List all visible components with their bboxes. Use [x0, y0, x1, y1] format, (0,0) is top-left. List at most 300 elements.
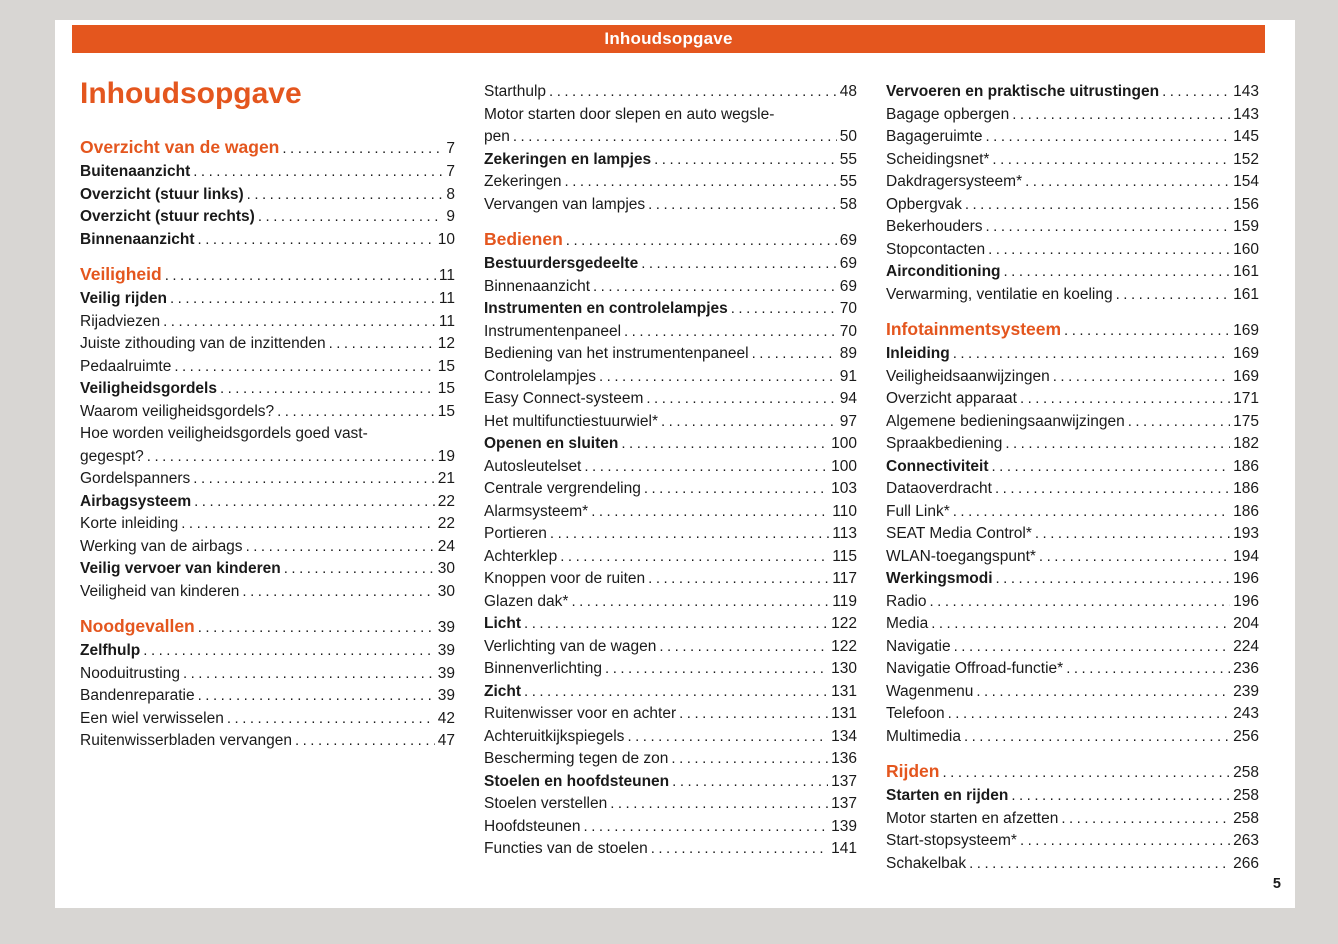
dot-leader: [964, 726, 1230, 749]
toc-entry-page-number: 119: [832, 592, 857, 610]
dot-leader: [610, 793, 828, 816]
toc-entry-label: Een wiel verwisselen: [80, 709, 224, 727]
dot-leader: [942, 760, 1230, 785]
toc-entry-page-number: 12: [437, 335, 455, 352]
toc-entry-page-number: 145: [1233, 128, 1259, 145]
toc-entry: [484, 194, 857, 217]
toc-entry: [80, 708, 455, 731]
toc-entry-page-number: 42: [437, 709, 455, 727]
toc-entry-page-number: 39: [437, 664, 455, 682]
toc-entry-page-number: 141: [831, 840, 857, 857]
toc-entry-page-number: 196: [1233, 592, 1259, 610]
toc-entry-label: Zelfhulp: [80, 642, 141, 659]
dot-leader: [1011, 785, 1230, 808]
toc-entry: [484, 478, 857, 501]
dot-leader: [671, 748, 828, 771]
toc-entry-page-number: 47: [437, 732, 455, 749]
dot-leader: [969, 853, 1230, 876]
toc-entry: [886, 239, 1259, 262]
dot-leader: [560, 546, 829, 569]
dot-leader: [986, 216, 1231, 239]
dot-leader: [641, 253, 837, 276]
toc-entry-page-number: 30: [437, 560, 455, 577]
toc-entry-page-number: 11: [438, 312, 455, 330]
toc-entry: [484, 227, 857, 253]
toc-entry-page-number: 30: [437, 582, 455, 600]
toc-entry-label: Glazen dak*: [484, 592, 569, 610]
toc-entry-page-number: 24: [437, 537, 455, 555]
dot-leader: [524, 613, 828, 636]
dot-leader: [995, 478, 1230, 501]
toc-entry: [886, 388, 1259, 411]
toc-entry-page-number: 8: [446, 185, 455, 203]
toc-entry-label: Korte inleiding: [80, 515, 179, 532]
toc-entry-page-number: 137: [831, 795, 857, 812]
toc-entry: [886, 759, 1259, 785]
toc-entry-page-number: 113: [832, 525, 857, 542]
dot-leader: [143, 640, 434, 663]
dot-leader: [181, 513, 435, 536]
toc-entry-label: Achteruitkijkspiegels: [484, 727, 625, 745]
toc-entry-label: Binnenaanzicht: [484, 277, 590, 295]
toc-entry: [886, 216, 1259, 239]
toc-entry-page-number: 10: [437, 230, 455, 248]
toc-entry-label: Navigatie Offroad-functie*: [886, 660, 1064, 677]
dot-leader: [1061, 808, 1230, 831]
toc-entry: [886, 703, 1259, 726]
toc-entry: [886, 568, 1259, 591]
toc-entry-page-number: 21: [437, 470, 455, 487]
toc-entry-page-number: 91: [839, 367, 857, 385]
toc-entry-label: Achterklep: [484, 547, 558, 565]
dot-leader: [672, 771, 828, 794]
toc-entry-label: Wagenmenu: [886, 682, 974, 700]
dot-leader: [198, 229, 435, 252]
dot-leader: [227, 708, 435, 731]
toc-entry-label: Bagageruimte: [886, 128, 983, 145]
toc-entry-label: Veiligheid: [80, 264, 162, 284]
toc-entry: [484, 366, 857, 389]
dot-leader: [1053, 366, 1230, 389]
toc-entry: [80, 468, 455, 491]
toc-entry-label: Full Link*: [886, 502, 950, 520]
toc-entry-page-number: 182: [1233, 435, 1259, 452]
toc-entry-page-number: 7: [446, 163, 455, 180]
toc-entry-label: Bagage opbergen: [886, 105, 1010, 123]
toc-entry: [80, 640, 455, 663]
toc-entry: [80, 401, 455, 424]
toc-entry-page-number: 175: [1233, 412, 1259, 430]
toc-entry: [484, 703, 857, 726]
toc-entry-page-number: 11: [438, 267, 455, 284]
toc-entry: [886, 366, 1259, 389]
toc-entry-wrapped-text: Motor starten door slepen en auto wegsle-: [484, 105, 775, 123]
toc-entry: [484, 816, 857, 839]
toc-entry: [80, 184, 455, 207]
dot-leader: [513, 126, 837, 149]
toc: [55, 53, 1295, 875]
toc-entry-page-number: 9: [446, 208, 455, 225]
toc-entry-page-number: 224: [1233, 637, 1259, 655]
toc-entry-label: Hoofdsteunen: [484, 817, 581, 835]
toc-entry-label: Binnenaanzicht: [80, 230, 195, 248]
toc-entry-page-number: 156: [1233, 195, 1259, 213]
toc-entry-label: Rijadviezen: [80, 312, 161, 330]
toc-entry-page-number: 97: [839, 412, 857, 430]
toc-entry-page-number: 169: [1233, 367, 1259, 385]
dot-leader: [163, 311, 436, 334]
dot-leader: [165, 263, 436, 288]
dot-leader: [651, 838, 828, 861]
toc-entry: [886, 81, 1259, 104]
toc-entry-label: Overzicht apparaat: [886, 390, 1017, 407]
toc-entry: [80, 581, 455, 604]
dot-leader: [954, 636, 1231, 659]
toc-entry-label: Portieren: [484, 525, 547, 542]
toc-entry-label: Verwarming, ventilatie en koeling: [886, 285, 1113, 303]
toc-entry-page-number: 15: [437, 357, 455, 375]
toc-entry-label: Infotainmentsysteem: [886, 319, 1062, 339]
toc-entry-page-number: 256: [1233, 727, 1259, 745]
toc-entry: [886, 681, 1259, 704]
toc-entry: [484, 433, 857, 456]
toc-entry-page-number: 137: [831, 772, 857, 790]
toc-entry-page-number: 266: [1233, 854, 1259, 872]
toc-entry-page-number: 115: [832, 547, 857, 565]
toc-entry-label: Radio: [886, 592, 927, 610]
toc-entry-label: Stoelen verstellen: [484, 795, 608, 812]
dot-leader: [147, 446, 435, 469]
toc-entry-label: Veiligheidsgordels: [80, 380, 217, 397]
toc-entry: [80, 135, 455, 161]
toc-entry-label: Connectiviteit: [886, 457, 989, 475]
toc-column-3: [886, 81, 1259, 875]
toc-entry: [484, 636, 857, 659]
toc-entry-page-number: 39: [437, 619, 455, 636]
toc-entry-label: Algemene bedieningsaanwijzingen: [886, 412, 1125, 430]
dot-leader: [282, 136, 443, 161]
toc-entry-label: Veiligheid van kinderen: [80, 582, 240, 600]
toc-entry: [484, 253, 857, 276]
toc-entry: [886, 126, 1259, 149]
toc-entry-label: Inleiding: [886, 345, 950, 362]
dot-leader: [646, 388, 836, 411]
dot-leader: [930, 591, 1231, 614]
dot-leader: [654, 149, 837, 172]
toc-entry: [484, 411, 857, 434]
toc-entry-label: Overzicht (stuur links): [80, 185, 244, 203]
dot-leader: [992, 149, 1230, 172]
toc-entry: [886, 284, 1259, 307]
dot-leader: [648, 194, 837, 217]
toc-entry: [484, 568, 857, 591]
dot-leader: [1066, 658, 1230, 681]
dot-leader: [965, 194, 1230, 217]
toc-entry: [886, 343, 1259, 366]
toc-entry: [886, 853, 1259, 876]
toc-entry-page-number: 236: [1233, 660, 1259, 677]
toc-entry-page-number: 139: [831, 817, 857, 835]
dot-leader: [194, 491, 435, 514]
toc-entry: [484, 171, 857, 194]
toc-entry-page-number: 100: [831, 435, 857, 452]
toc-entry-label: Werkingsmodi: [886, 570, 993, 587]
dot-leader: [550, 523, 829, 546]
dot-leader: [1005, 433, 1230, 456]
toc-entry: [80, 206, 455, 229]
toc-entry-page-number: 39: [437, 687, 455, 704]
page-number: 5: [1272, 876, 1281, 892]
dot-leader: [1039, 546, 1230, 569]
toc-entry-page-number: 169: [1233, 322, 1259, 339]
toc-entry: [484, 298, 857, 321]
dot-leader: [1128, 411, 1230, 434]
toc-entry-label: Knoppen voor de ruiten: [484, 570, 646, 587]
toc-entry: [484, 771, 857, 794]
toc-entry: [484, 658, 857, 681]
toc-entry-label: Bedienen: [484, 229, 563, 249]
toc-entry: [484, 456, 857, 479]
dot-leader: [931, 613, 1230, 636]
toc-entry: [80, 229, 455, 252]
toc-entry: [886, 261, 1259, 284]
dot-leader: [524, 681, 828, 704]
dot-leader: [679, 703, 828, 726]
dot-leader: [996, 568, 1231, 591]
dot-leader: [605, 658, 828, 681]
dot-leader: [591, 501, 829, 524]
toc-entry-label: Ruitenwisserbladen vervangen: [80, 732, 292, 749]
toc-entry-page-number: 48: [839, 83, 857, 100]
dot-leader: [1004, 261, 1231, 284]
dot-leader: [242, 581, 434, 604]
toc-entry-label: Bekerhouders: [886, 218, 983, 235]
dot-leader: [198, 685, 435, 708]
toc-entry: [484, 149, 857, 172]
toc-entry-label: Bescherming tegen de zon: [484, 750, 669, 767]
toc-entry-page-number: 131: [831, 705, 857, 722]
toc-entry: [484, 838, 857, 861]
toc-column-2: [484, 81, 857, 875]
dot-leader: [1020, 388, 1230, 411]
toc-entry-page-number: 70: [839, 300, 857, 317]
toc-entry: [886, 149, 1259, 172]
dot-leader: [1020, 830, 1230, 853]
toc-entry-label: Instrumentenpaneel: [484, 322, 622, 340]
toc-entry-wrapped-text: Hoe worden veiligheidsgordels goed vast-: [80, 425, 368, 442]
toc-entry: [886, 830, 1259, 853]
header-bar-title: Inhoudsopgave: [604, 29, 733, 48]
toc-entry-page-number: 186: [1233, 502, 1259, 520]
toc-entry: [80, 536, 455, 559]
toc-entry-page-number: 19: [437, 447, 455, 465]
toc-entry-label: Motor starten en afzetten: [886, 809, 1059, 827]
toc-entry-label: Licht: [484, 615, 522, 632]
toc-entry-label: Veilig rijden: [80, 290, 167, 307]
toc-entry: [886, 501, 1259, 524]
dot-leader: [584, 816, 829, 839]
toc-entry-label: Vervoeren en praktische uitrustingen: [886, 83, 1160, 100]
toc-entry-label: Veiligheidsaanwijzingen: [886, 367, 1050, 385]
toc-entry: [484, 321, 857, 344]
toc-entry-label: Navigatie: [886, 637, 951, 655]
header-bar: [72, 25, 1265, 53]
toc-entry-label: Het multifunctiestuurwiel*: [484, 412, 659, 430]
toc-entry-label: SEAT Media Control*: [886, 525, 1032, 542]
toc-entry-page-number: 69: [839, 255, 857, 272]
toc-entry: [80, 558, 455, 581]
toc-entry-label: WLAN-toegangspunt*: [886, 547, 1036, 565]
toc-entry-page-number: 171: [1233, 390, 1259, 407]
toc-entry-label: Binnenverlichting: [484, 660, 603, 677]
toc-entry: [80, 311, 455, 334]
toc-entry-page-number: 103: [831, 480, 857, 497]
toc-entry: [80, 262, 455, 288]
toc-entry-page-number: 143: [1233, 105, 1259, 123]
toc-entry-page-number: 159: [1233, 218, 1259, 235]
dot-leader: [948, 703, 1231, 726]
toc-entry-label: Buitenaanzicht: [80, 163, 191, 180]
toc-entry: [886, 523, 1259, 546]
toc-entry-page-number: 94: [839, 390, 857, 407]
toc-entry-label: Scheidingsnet*: [886, 150, 990, 168]
dot-leader: [976, 681, 1230, 704]
toc-entry: [886, 478, 1259, 501]
toc-entry-page-number: 122: [831, 637, 857, 655]
toc-entry: [80, 685, 455, 708]
toc-entry-page-number: 7: [446, 140, 455, 157]
toc-entry: [886, 613, 1259, 636]
toc-entry-label: Juiste zithouding van de inzittenden: [80, 335, 326, 352]
toc-entry: [80, 356, 455, 379]
dot-leader: [1116, 284, 1231, 307]
dot-leader: [659, 636, 828, 659]
dot-leader: [593, 276, 837, 299]
dot-leader: [648, 568, 829, 591]
dot-leader: [329, 333, 435, 356]
toc-entry-label: Rijden: [886, 761, 940, 781]
dot-leader: [661, 411, 837, 434]
toc-entry-page-number: 154: [1233, 173, 1259, 190]
toc-entry-page-number: 143: [1233, 83, 1259, 100]
toc-entry-page-number: 50: [839, 128, 857, 145]
toc-entry-label: Zekeringen: [484, 173, 562, 190]
toc-entry-label: Start-stopsysteem*: [886, 832, 1017, 849]
toc-entry-label: Stopcontacten: [886, 240, 986, 258]
toc-entry-label: Dakdragersysteem*: [886, 173, 1023, 190]
toc-entry-label: Centrale vergrendeling: [484, 480, 641, 497]
toc-entry-page-number: 161: [1233, 263, 1259, 280]
toc-entry-page-number: 131: [831, 682, 857, 700]
toc-entry: [80, 513, 455, 536]
toc-entry-label: Starten en rijden: [886, 787, 1009, 804]
toc-entry-page-number: 70: [839, 322, 857, 340]
toc-entry-label: Starthulp: [484, 83, 547, 100]
toc-entry: [80, 730, 455, 753]
toc-entry: [886, 636, 1259, 659]
dot-leader: [193, 468, 434, 491]
toc-entry: [886, 456, 1259, 479]
toc-entry-page-number: 69: [839, 232, 857, 249]
toc-entry-page-number: 55: [839, 173, 857, 190]
toc-entry-label: Airconditioning: [886, 263, 1001, 280]
dot-leader: [953, 343, 1230, 366]
toc-entry: [886, 658, 1259, 681]
toc-entry: [886, 411, 1259, 434]
toc-entry-page-number: 134: [831, 727, 857, 745]
toc-entry-label: Alarmsysteem*: [484, 502, 589, 520]
toc-entry: [484, 748, 857, 771]
toc-entry-label: Airbagsysteem: [80, 492, 192, 510]
toc-entry: [484, 104, 857, 149]
dot-leader: [295, 730, 435, 753]
toc-entry-page-number: 152: [1233, 150, 1259, 168]
toc-entry-page-number: 122: [831, 615, 857, 632]
dot-leader: [986, 126, 1231, 149]
toc-entry-page-number: 258: [1233, 809, 1259, 827]
dot-leader: [571, 591, 829, 614]
toc-entry-label: Noodgevallen: [80, 616, 195, 636]
toc-entry-page-number: 194: [1233, 547, 1259, 565]
dot-leader: [731, 298, 837, 321]
toc-entry-label: Functies van de stoelen: [484, 840, 648, 857]
dot-leader: [549, 81, 837, 104]
dot-leader: [991, 456, 1230, 479]
toc-entry: [80, 491, 455, 514]
toc-entry-label: Gordelspanners: [80, 470, 191, 487]
page-title: Inhoudsopgave: [80, 77, 302, 110]
toc-entry: [80, 333, 455, 356]
toc-entry-page-number: 204: [1233, 615, 1259, 632]
toc-entry-page-number: 11: [438, 290, 455, 307]
toc-entry-label: Controlelampjes: [484, 367, 596, 385]
toc-entry: [886, 785, 1259, 808]
toc-entry-label: Pedaalruimte: [80, 357, 172, 375]
toc-entry-label: Vervangen van lampjes: [484, 195, 646, 213]
toc-entry: [886, 726, 1259, 749]
toc-entry: [484, 793, 857, 816]
dot-leader: [624, 321, 837, 344]
toc-entry: [886, 808, 1259, 831]
toc-entry-label: Ruitenwisser voor en achter: [484, 705, 677, 722]
toc-entry-page-number: 55: [839, 150, 857, 168]
dot-leader: [584, 456, 828, 479]
toc-entry-label: Zekeringen en lampjes: [484, 150, 652, 168]
toc-entry: [484, 613, 857, 636]
toc-entry-label: Werking van de airbags: [80, 537, 243, 555]
toc-entry: [484, 81, 857, 104]
dot-leader: [988, 239, 1230, 262]
toc-entry-label: Schakelbak: [886, 854, 967, 872]
toc-entry: [484, 523, 857, 546]
toc-entry-page-number: 15: [437, 380, 455, 397]
dot-leader: [621, 433, 828, 456]
toc-entry-label: Multimedia: [886, 727, 961, 745]
dot-leader: [1035, 523, 1230, 546]
toc-entry-label: Verlichting van de wagen: [484, 637, 657, 655]
toc-entry-page-number: 160: [1233, 240, 1259, 258]
dot-leader: [198, 615, 435, 640]
toc-entry-label: Spraakbediening: [886, 435, 1003, 452]
dot-leader: [1064, 318, 1230, 343]
toc-entry: [80, 663, 455, 686]
toc-entry: [886, 194, 1259, 217]
dot-leader: [193, 161, 443, 184]
toc-entry-page-number: 193: [1233, 525, 1259, 542]
toc-entry-page-number: 22: [437, 492, 455, 510]
toc-entry: [484, 388, 857, 411]
dot-leader: [1012, 104, 1230, 127]
